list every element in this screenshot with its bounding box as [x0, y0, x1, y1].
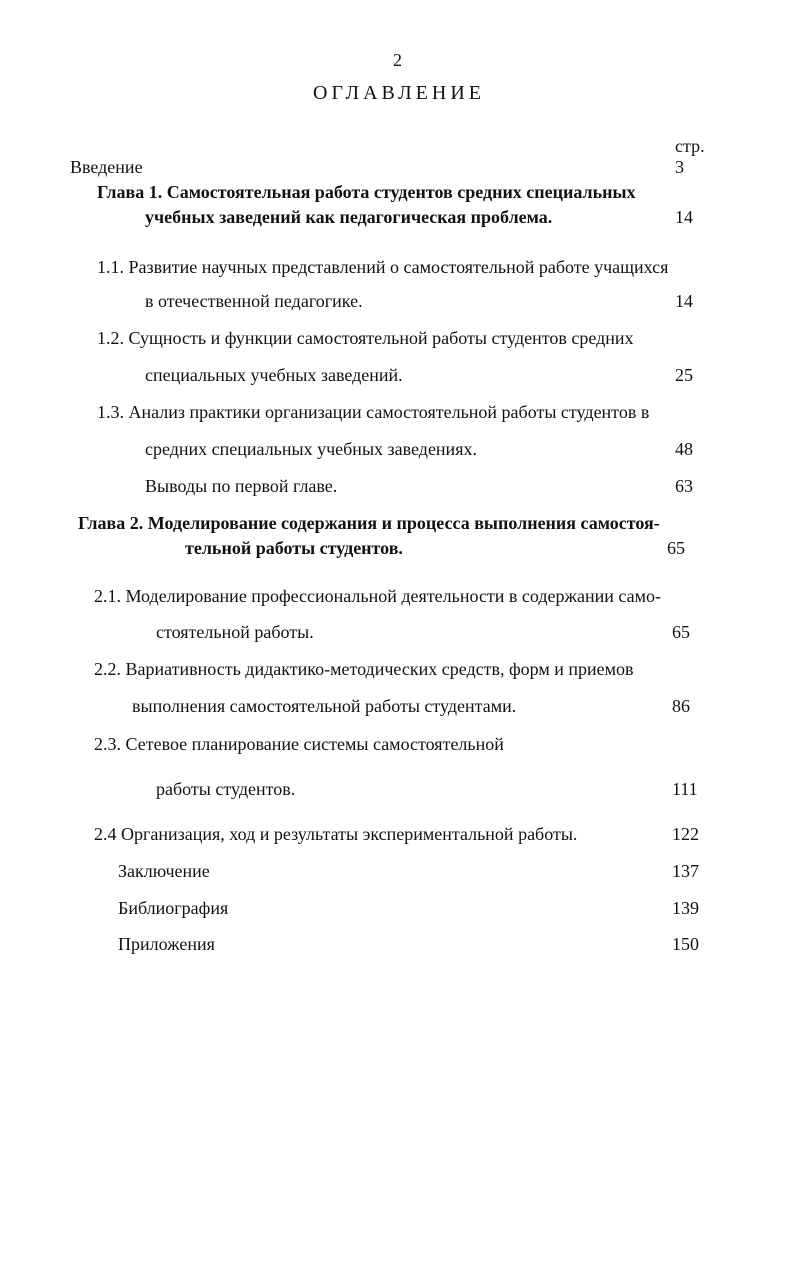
toc-section-line2: в отечественной педагогике. [145, 291, 363, 311]
toc-section-line1: 2.1. Моделирование профессиональной деятельности в содержании само- [94, 586, 661, 606]
toc-entry-page: 3 [675, 157, 684, 177]
toc-section-line1: 1.2. Сущность и функции самостоятельной работы студентов средних [97, 328, 634, 348]
toc-section-line2: средних специальных учебных заведениях. [145, 439, 477, 459]
toc-entry-page: 65 [667, 538, 685, 558]
toc-entry-text: Приложения [118, 934, 215, 954]
toc-entry-page: 65 [672, 622, 690, 642]
toc-entry-page: 111 [672, 779, 698, 799]
toc-entry-page: 25 [675, 365, 693, 385]
page-title: ОГЛАВЛЕНИЕ [313, 82, 485, 104]
page-number: 2 [393, 50, 402, 70]
toc-section-line2: работы студентов. [156, 779, 296, 799]
toc-entry-text: Библиография [118, 898, 229, 918]
toc-chapter-line2: учебных заведений как педагогическая проблема. [145, 207, 553, 227]
toc-entry-text: Выводы по первой главе. [145, 476, 338, 496]
toc-section-line1: 1.3. Анализ практики организации самостоятельной работы студентов в [97, 402, 650, 422]
toc-entry-page: 137 [672, 861, 699, 881]
toc-section-line1: 1.1. Развитие научных представлений о самостоятельной работе учащихся [97, 257, 669, 277]
toc-section-line1: 2.3. Сетевое планирование системы самостоятельной [94, 734, 504, 754]
toc-entry-page: 14 [675, 291, 693, 311]
toc-chapter-line1: Глава 2. Моделирование содержания и процесса выполнения самостоя- [78, 513, 660, 533]
toc-section-line2: выполнения самостоятельной работы студентами. [132, 696, 517, 716]
toc-entry-page: 86 [672, 696, 690, 716]
toc-entry-page: 150 [672, 934, 699, 954]
toc-entry-page: 48 [675, 439, 693, 459]
toc-chapter-line1: Глава 1. Самостоятельная работа студентов средних специальных [97, 182, 636, 202]
toc-entry-page: 63 [675, 476, 693, 496]
toc-entry-text: Заключение [118, 861, 210, 881]
toc-section-line2: стоятельной работы. [156, 622, 314, 642]
toc-entry-page: 122 [672, 824, 699, 844]
toc-entry-text: Введение [70, 157, 143, 177]
toc-section-line2: специальных учебных заведений. [145, 365, 403, 385]
toc-entry-page: 139 [672, 898, 699, 918]
toc-entry-text: 2.4 Организация, ход и результаты экспериментальной работы. [94, 824, 578, 844]
toc-entry-page: 14 [675, 207, 693, 227]
page-column-label: стр. [675, 136, 705, 156]
toc-chapter-line2: тельной работы студентов. [185, 538, 403, 558]
toc-section-line1: 2.2. Вариативность дидактико-методических средств, форм и приемов [94, 659, 634, 679]
